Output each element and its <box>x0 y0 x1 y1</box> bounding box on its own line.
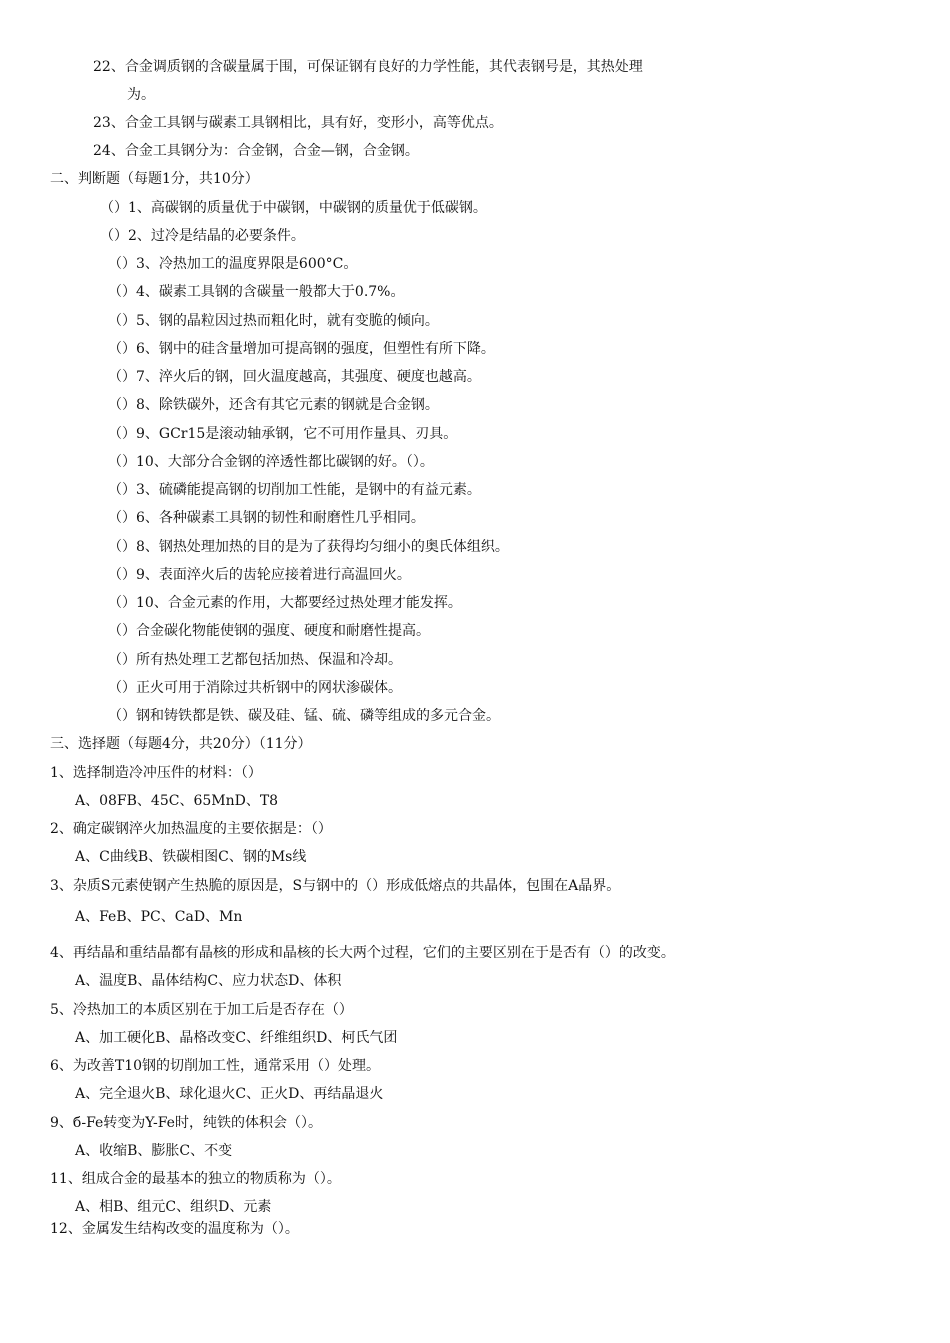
judgment-item: （）5、钢的晶粒因过热而粗化时，就有变脆的倾向。 <box>108 313 439 329</box>
judgment-item: （）8、除铁碳外，还含有其它元素的钢就是合金钢。 <box>108 397 439 413</box>
judgment-item: （）2、过冷是结晶的必要条件。 <box>100 228 305 244</box>
choice-question-9-options: A、收缩B、膨胀C、不变 <box>75 1143 233 1159</box>
choice-question-11: 11、组成合金的最基本的独立的物质称为（）。 <box>50 1171 341 1187</box>
question-23: 23、合金工具钢与碳素工具钢相比，具有好，变形小，高等优点。 <box>93 115 503 131</box>
choice-question-3-options: A、FeB、PC、CaD、Mn <box>75 909 243 925</box>
question-22-line-1: 22、合金调质钢的含碳量属于围，可保证钢有良好的力学性能，其代表钢号是，其热处理 <box>93 59 643 75</box>
choice-question-2: 2、确定碳钢淬火加热温度的主要依据是：（） <box>50 821 332 837</box>
choice-question-11-options: A、相B、组元C、组织D、元素 <box>75 1199 272 1215</box>
question-22-line-2: 为。 <box>127 87 155 103</box>
choice-section-heading: 三、选择题（每题4分，共20分）（11分） <box>50 736 312 752</box>
choice-question-9: 9、б-Fe转变为Y-Fe时，纯铁的体积会（）。 <box>50 1115 322 1131</box>
choice-question-6: 6、为改善T10钢的切削加工性，通常采用（）处理。 <box>50 1058 381 1074</box>
choice-question-12: 12、金属发生结构改变的温度称为（）。 <box>50 1221 299 1237</box>
judgment-item: （）9、GCr15是滚动轴承钢，它不可用作量具、刃具。 <box>108 426 458 442</box>
judgment-item: （）3、冷热加工的温度界限是600°C。 <box>108 256 358 272</box>
choice-question-4-options: A、温度B、晶体结构C、应力状态D、体积 <box>75 973 342 989</box>
choice-question-6-options: A、完全退火B、球化退火C、正火D、再结晶退火 <box>75 1086 384 1102</box>
judgment-item: （）4、碳素工具钢的含碳量一般都大于0.7%。 <box>108 284 405 300</box>
judgment-item: （）10、合金元素的作用，大都要经过热处理才能发挥。 <box>108 595 462 611</box>
choice-question-3: 3、杂质S元素使钢产生热脆的原因是，S与钢中的（）形成低熔点的共晶体，包围在A晶界。 <box>50 878 621 894</box>
question-24: 24、合金工具钢分为：合金钢，合金—钢，合金钢。 <box>93 143 419 159</box>
judgment-item: （）1、高碳钢的质量优于中碳钢，中碳钢的质量优于低碳钢。 <box>100 200 487 216</box>
judgment-item: （）钢和铸铁都是铁、碳及硅、锰、硫、磷等组成的多元合金。 <box>108 708 500 724</box>
judgment-item: （）9、表面淬火后的齿轮应接着进行高温回火。 <box>108 567 411 583</box>
choice-question-5-options: A、加工硬化B、晶格改变C、纤维组织D、柯氏气团 <box>75 1030 398 1046</box>
choice-question-4: 4、再结晶和重结晶都有晶核的形成和晶核的长大两个过程，它们的主要区别在于是否有（）的改变。 <box>50 945 675 961</box>
judgment-item: （）8、钢热处理加热的目的是为了获得均匀细小的奥氏体组织。 <box>108 539 509 555</box>
choice-question-1-options: A、08FB、45C、65MnD、T8 <box>75 793 279 809</box>
judgment-item: （）10、大部分合金钢的淬透性都比碳钢的好。（）。 <box>108 454 434 470</box>
judgment-item: （）合金碳化物能使钢的强度、硬度和耐磨性提高。 <box>108 623 430 639</box>
judgment-item: （）7、淬火后的钢，回火温度越高，其强度、硬度也越高。 <box>108 369 481 385</box>
judgment-item: （）正火可用于消除过共析钢中的网状渗碳体。 <box>108 680 402 696</box>
judgment-item: （）6、各种碳素工具钢的韧性和耐磨性几乎相同。 <box>108 510 425 526</box>
judgment-item: （）所有热处理工艺都包括加热、保温和冷却。 <box>108 652 402 668</box>
judgment-item: （）3、硫磷能提高钢的切削加工性能，是钢中的有益元素。 <box>108 482 481 498</box>
choice-question-2-options: A、C曲线B、铁碳相图C、钢的Ms线 <box>75 849 307 865</box>
judgment-item: （）6、钢中的硅含量增加可提高钢的强度，但塑性有所下降。 <box>108 341 495 357</box>
choice-question-1: 1、选择制造冷冲压件的材料：（） <box>50 765 262 781</box>
judgment-section-heading: 二、判断题（每题1分，共10分） <box>50 171 259 187</box>
choice-question-5: 5、冷热加工的本质区别在于加工后是否存在（） <box>50 1002 353 1018</box>
